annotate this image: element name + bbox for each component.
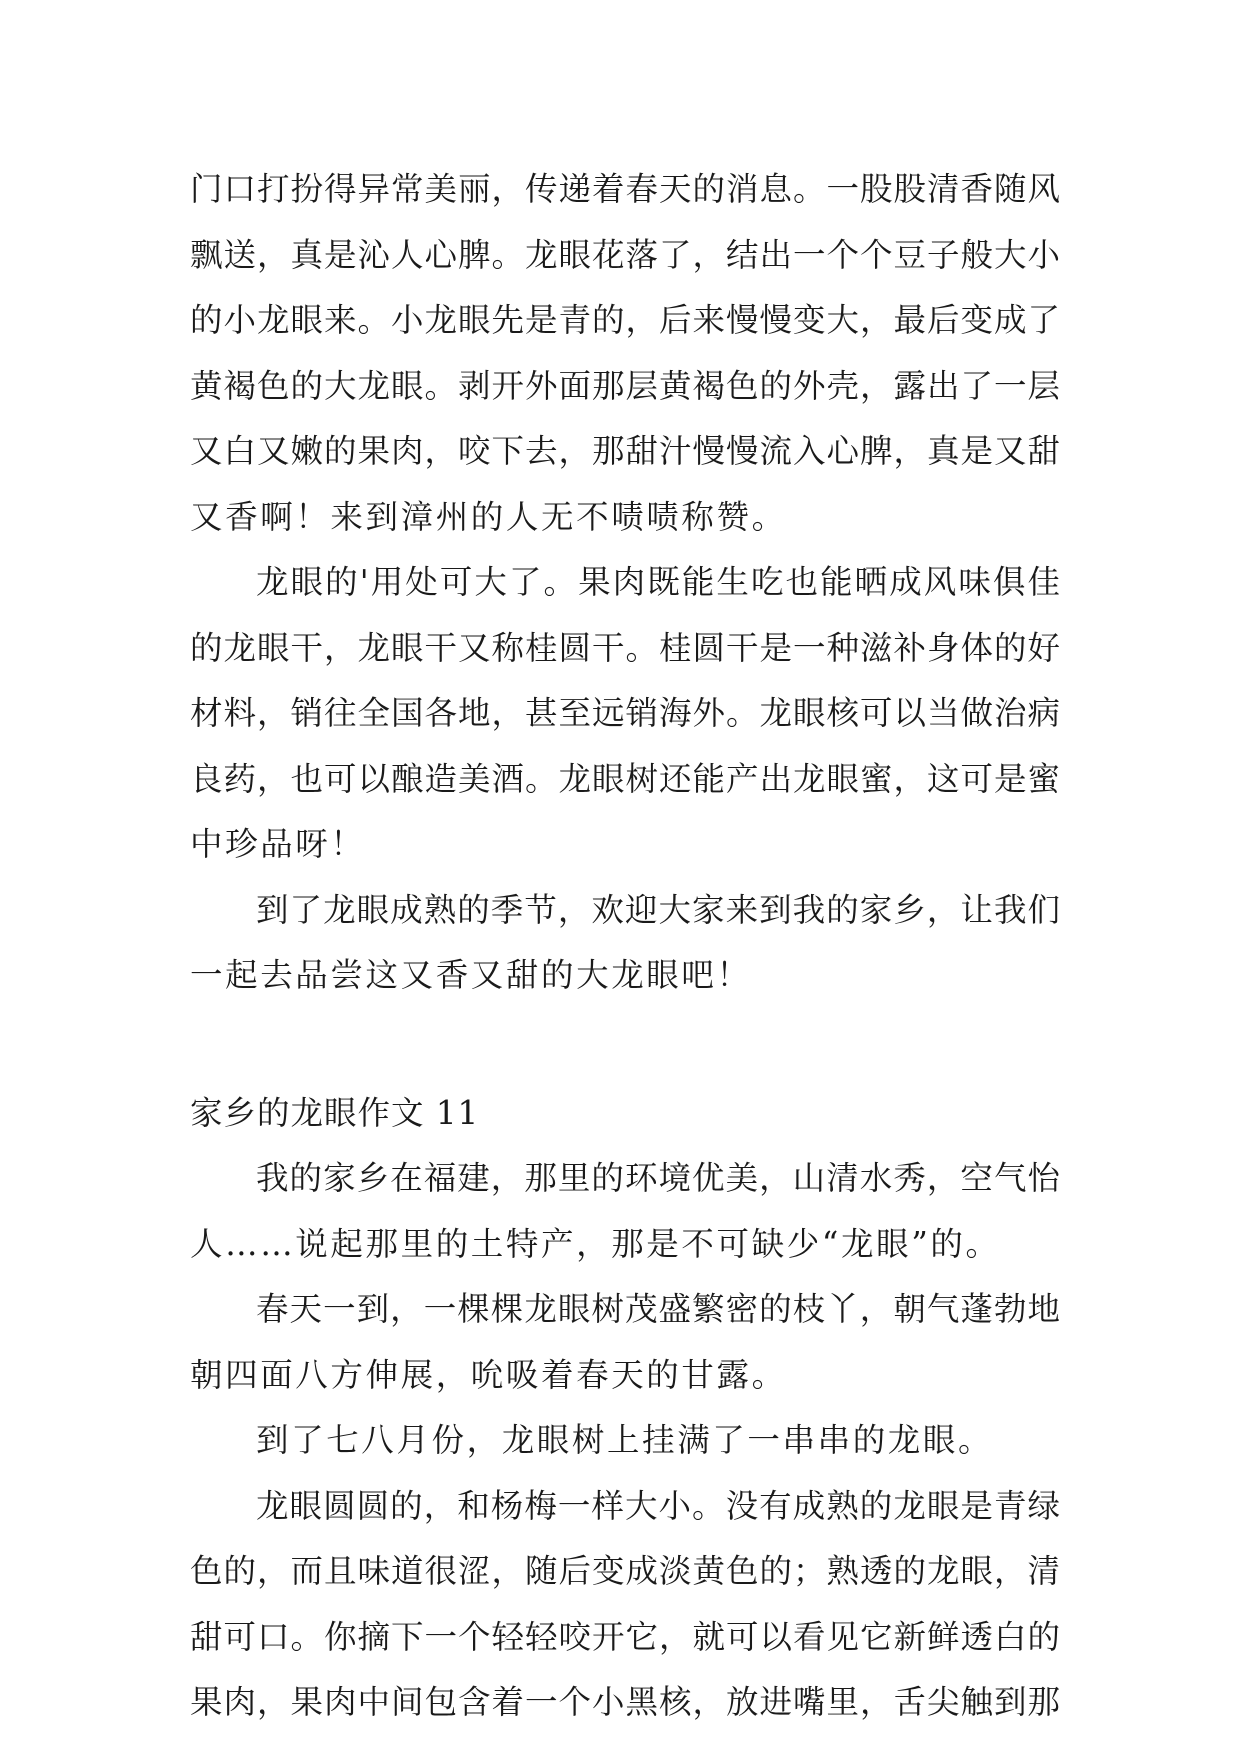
text-line: 黄褐色的大龙眼。剥开外面那层黄褐色的外壳，露出了一层 [190,366,1060,405]
text-line: 到了七八月份，龙眼树上挂满了一串串的龙眼。 [256,1421,994,1459]
text-line: 一起去品尝这又香又甜的大龙眼吧！ [190,956,752,994]
paragraph [190,1277,1060,1408]
text-line: 飘送，真是沁人心脾。龙眼花落了，结出一个个豆子般大小 [190,235,1060,274]
section-gap [190,1009,1060,1081]
text-line: 果肉，果肉中间包含着一个小黑核，放进嘴里，舌尖触到那 [190,1683,1060,1721]
essay-body [190,157,1060,1736]
text-line: 的龙眼干，龙眼干又称桂圆干。桂圆干是一种滋补身体的好 [190,628,1060,667]
paragraph [190,878,1060,1009]
text-line: 龙眼圆圆的，和杨梅一样大小。没有成熟的龙眼是青绿 [256,1486,1060,1525]
paragraph [190,1408,1060,1474]
text-line: 又白又嫩的果肉，咬下去，那甜汁慢慢流入心脾，真是又甜 [190,432,1060,470]
text-line: 的小龙眼来。小龙眼先是青的，后来慢慢变大，最后变成了 [190,301,1060,339]
paragraph [190,550,1060,878]
text-line: 龙眼的'用处可大了。果肉既能生吃也能晒成风味俱佳 [256,563,1060,601]
text-line: 又香啊！来到漳州的人无不啧啧称赞。 [190,497,787,536]
text-line: 人……说起那里的土特产，那是不可缺少“龙眼”的。 [190,1224,1001,1263]
text-line: 门口打扮得异常美丽，传递着春天的消息。一股股清香随风 [190,170,1060,208]
paragraph [190,1474,1060,1736]
text-line: 朝四面八方伸展，吮吸着春天的甘露。 [190,1355,787,1394]
text-line: 甜可口。你摘下一个轻轻咬开它，就可以看见它新鲜透白的 [190,1617,1060,1656]
text-line: 我的家乡在福建，那里的环境优美，山清水秀，空气怡 [256,1159,1060,1197]
text-line: 良药，也可以酿造美酒。龙眼树还能产出龙眼蜜，这可是蜜 [190,759,1060,798]
essay-heading: 家乡的龙眼作文 11 [190,1093,480,1132]
text-line: 色的，而且味道很涩，随后变成淡黄色的；熟透的龙眼，清 [190,1552,1060,1590]
paragraph [190,157,1060,550]
text-line: 中珍品呀！ [190,825,366,863]
text-line: 材料，销往全国各地，甚至远销海外。龙眼核可以当做治病 [190,694,1060,732]
paragraph [190,1146,1060,1277]
text-line: 到了龙眼成熟的季节，欢迎大家来到我的家乡，让我们 [256,890,1060,929]
text-line: 春天一到，一棵棵龙眼树茂盛繁密的枝丫，朝气蓬勃地 [256,1290,1060,1328]
